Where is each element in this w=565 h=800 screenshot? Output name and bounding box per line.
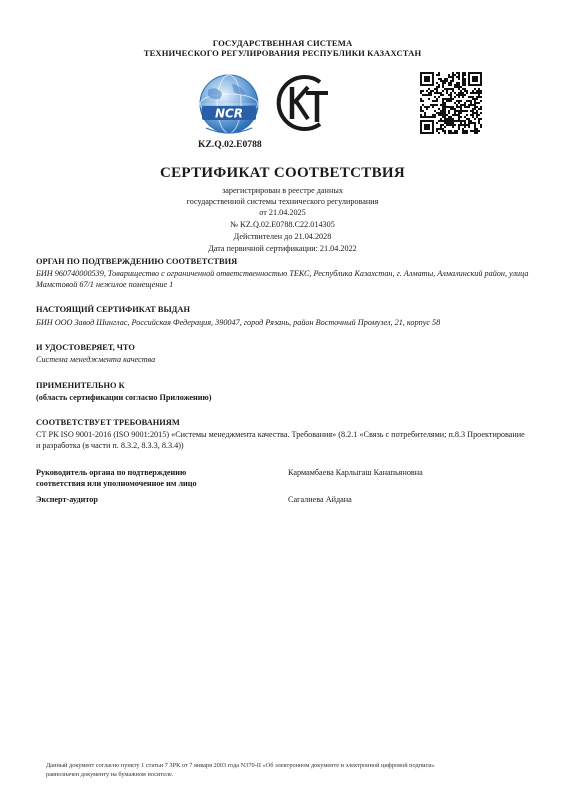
applicable-to-heading: ПРИМЕНИТЕЛЬНО К	[36, 381, 125, 390]
issued-to-heading: НАСТОЯЩИЙ СЕРТИФИКАТ ВЫДАН	[36, 305, 190, 314]
registry-code: KZ.Q.02.E0788	[198, 139, 262, 150]
certifies-text: Система менеджмента качества	[36, 355, 156, 364]
kz-conformity-mark-logo	[272, 72, 336, 134]
certificate-number: № KZ.Q.02.E0788.C22.014305	[230, 220, 335, 229]
qr-code-icon	[420, 72, 482, 134]
conforms-heading: СООТВЕТСТВУЕТ ТРЕБОВАНИЯМ	[36, 418, 180, 427]
head-signatory-name: Кармамбаева Карлыгаш Канапьяновна	[288, 468, 423, 477]
head-signatory-label-2: соответствия или уполномоченное им лицо	[36, 479, 197, 488]
certifies-heading: И УДОСТОВЕРЯЕТ, ЧТО	[36, 343, 135, 352]
conforms-text: СТ РК ISO 9001-2016 (ISO 9001:2015) «Системы менеджмента качества. Требования» (8.2.1 «Связь с потребителями; п.8.3 Проектирование и разработка (в части п. 8.3.2, 8.3.3, 8.3.4))	[36, 430, 525, 450]
header-line-2: ТЕХНИЧЕСКОГО РЕГУЛИРОВАНИЯ РЕСПУБЛИКИ КАЗАХСТАН	[143, 48, 422, 58]
certification-body-heading: ОРГАН ПО ПОДТВЕРЖДЕНИЮ СООТВЕТСТВИЯ	[36, 257, 238, 266]
registration-line-2: государственной системы технического регулирования	[186, 197, 379, 206]
ncr-logo-text: NCR	[214, 106, 244, 121]
registration-line-1: зарегистрирован в реестре данных	[222, 186, 343, 195]
certificate-title: СЕРТИФИКАТ СООТВЕТСТВИЯ	[160, 165, 405, 181]
ncr-globe-logo	[194, 72, 264, 138]
header-line-1: ГОСУДАРСТВЕННАЯ СИСТЕМА	[212, 38, 353, 48]
initial-certification-date: Дата первичной сертификации: 21.04.2022	[208, 244, 357, 253]
issued-to-text: БИН ООО Завод Шинглас, Российская Федерация, 390047, город Рязань, район Восточный Промузел, 21, корпус 58	[36, 318, 441, 327]
valid-until: Действителен до 21.04.2028	[233, 232, 332, 241]
certification-body-text: БИН 960740000539, Товарищество с ограниченной ответственностью ТЕКС, Республика Казахстан, г. Алматы, Алмалинский район, улица Мамстовой 67/1 нежилое помещение 1	[36, 269, 529, 289]
expert-auditor-name: Сагалиева Айдана	[288, 495, 352, 504]
head-signatory-label-1: Руководитель органа по подтверждению	[36, 468, 187, 477]
footer-legal-line-1: Данный документ согласно пункту 1 статьи 7 ЗРК от 7 января 2003 года N370-II «Об электронном документе и электронной цифровой подписи»	[46, 762, 435, 769]
applicable-to-subtext: (область сертификации согласно Приложению)	[36, 393, 212, 402]
expert-auditor-label: Эксперт-аудитор	[36, 495, 98, 504]
footer-legal-line-2: равнозначен документу на бумажном носителе.	[46, 771, 174, 778]
registration-date: от 21.04.2025	[259, 208, 306, 217]
